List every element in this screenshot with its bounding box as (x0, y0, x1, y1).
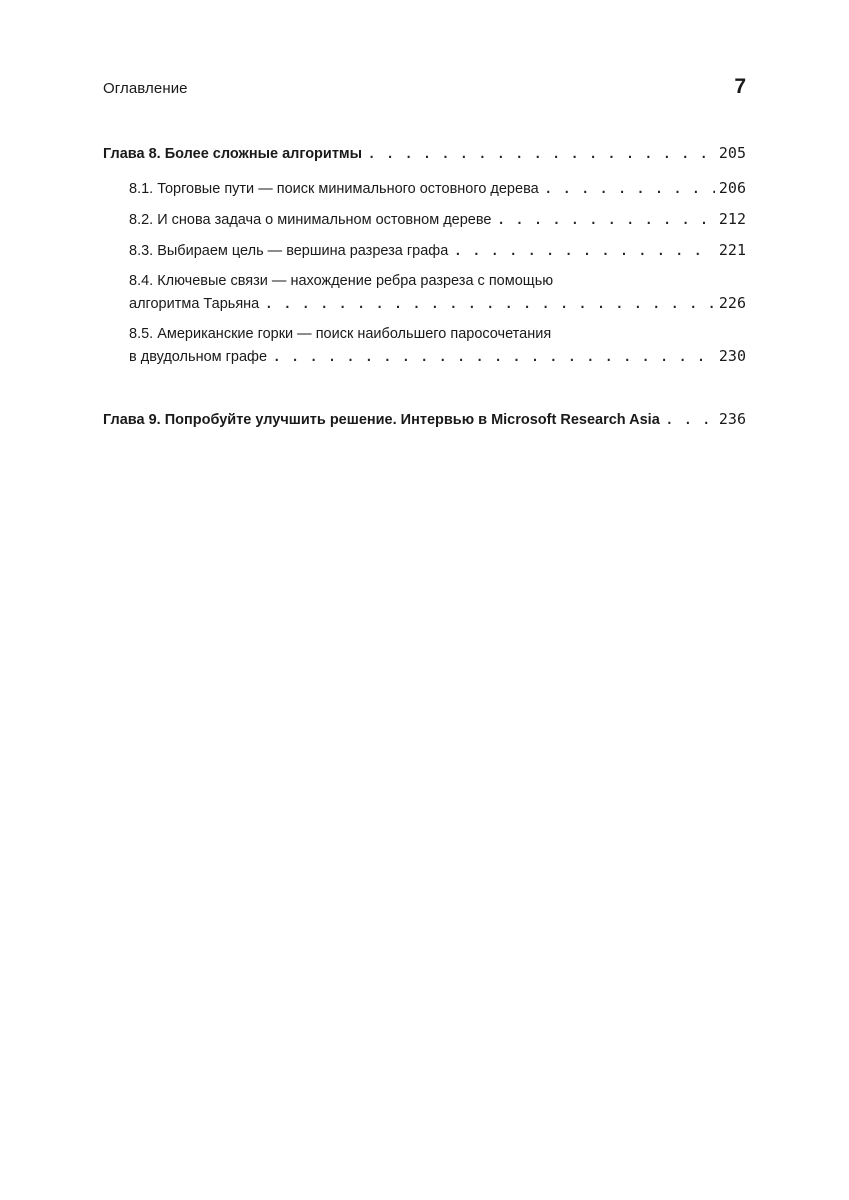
dot-leader (454, 240, 715, 262)
dot-leader (265, 293, 715, 315)
dot-leader (545, 178, 715, 200)
toc-entry-page: 230 (718, 347, 746, 365)
toc-entry-page: 226 (718, 294, 746, 312)
toc-entry-line (129, 292, 746, 315)
toc-section-8-5 (103, 323, 746, 368)
toc-section-8-4 (103, 270, 746, 315)
toc-entry-title: Глава 9. Попробуйте улучшить решение. Интервью в Microsoft Research Asia (103, 412, 660, 428)
toc-entry-title: 8.3. Выбираем цель — вершина разреза графа (129, 243, 449, 259)
dot-leader (666, 409, 715, 431)
toc-entry-title-line-2: алгоритма Тарьяна (129, 296, 260, 312)
table-of-contents (103, 142, 746, 431)
dot-leader (368, 143, 715, 165)
toc-entry-title-line-2: в двудольном графе (129, 349, 268, 365)
toc-entry-line (129, 239, 746, 262)
toc-entry-page: 236 (718, 410, 746, 428)
toc-entry-page: 205 (718, 144, 746, 162)
toc-section-8-3 (103, 239, 746, 262)
toc-entry-title: Глава 8. Более сложные алгоритмы (103, 146, 363, 162)
toc-section-8-1 (103, 177, 746, 200)
toc-entry-line (129, 208, 746, 231)
toc-entry-page: 212 (718, 210, 746, 228)
dot-leader (273, 346, 715, 368)
page-number: 7 (734, 75, 746, 98)
toc-entry-page: 221 (718, 241, 746, 259)
toc-entry-page: 206 (718, 179, 746, 197)
toc-chapter-9 (103, 408, 746, 431)
toc-section-8-2 (103, 208, 746, 231)
toc-entry-line (129, 345, 746, 368)
running-title: Оглавление (103, 80, 188, 97)
dot-leader (497, 209, 714, 231)
toc-entry-title: 8.2. И снова задача о минимальном остовном дереве (129, 212, 492, 228)
toc-entry-line (103, 408, 746, 431)
toc-entry-title: 8.1. Торговые пути — поиск минимального остовного дерева (129, 181, 539, 197)
toc-entry-line (129, 177, 746, 200)
toc-chapter-8 (103, 142, 746, 165)
toc-entry-line (103, 142, 746, 165)
toc-entry-title-line-1: 8.5. Американские горки — поиск наибольшего паросочетания (129, 326, 552, 342)
toc-entry-title-line-1: 8.4. Ключевые связи — нахождение ребра разреза с помощью (129, 273, 554, 289)
